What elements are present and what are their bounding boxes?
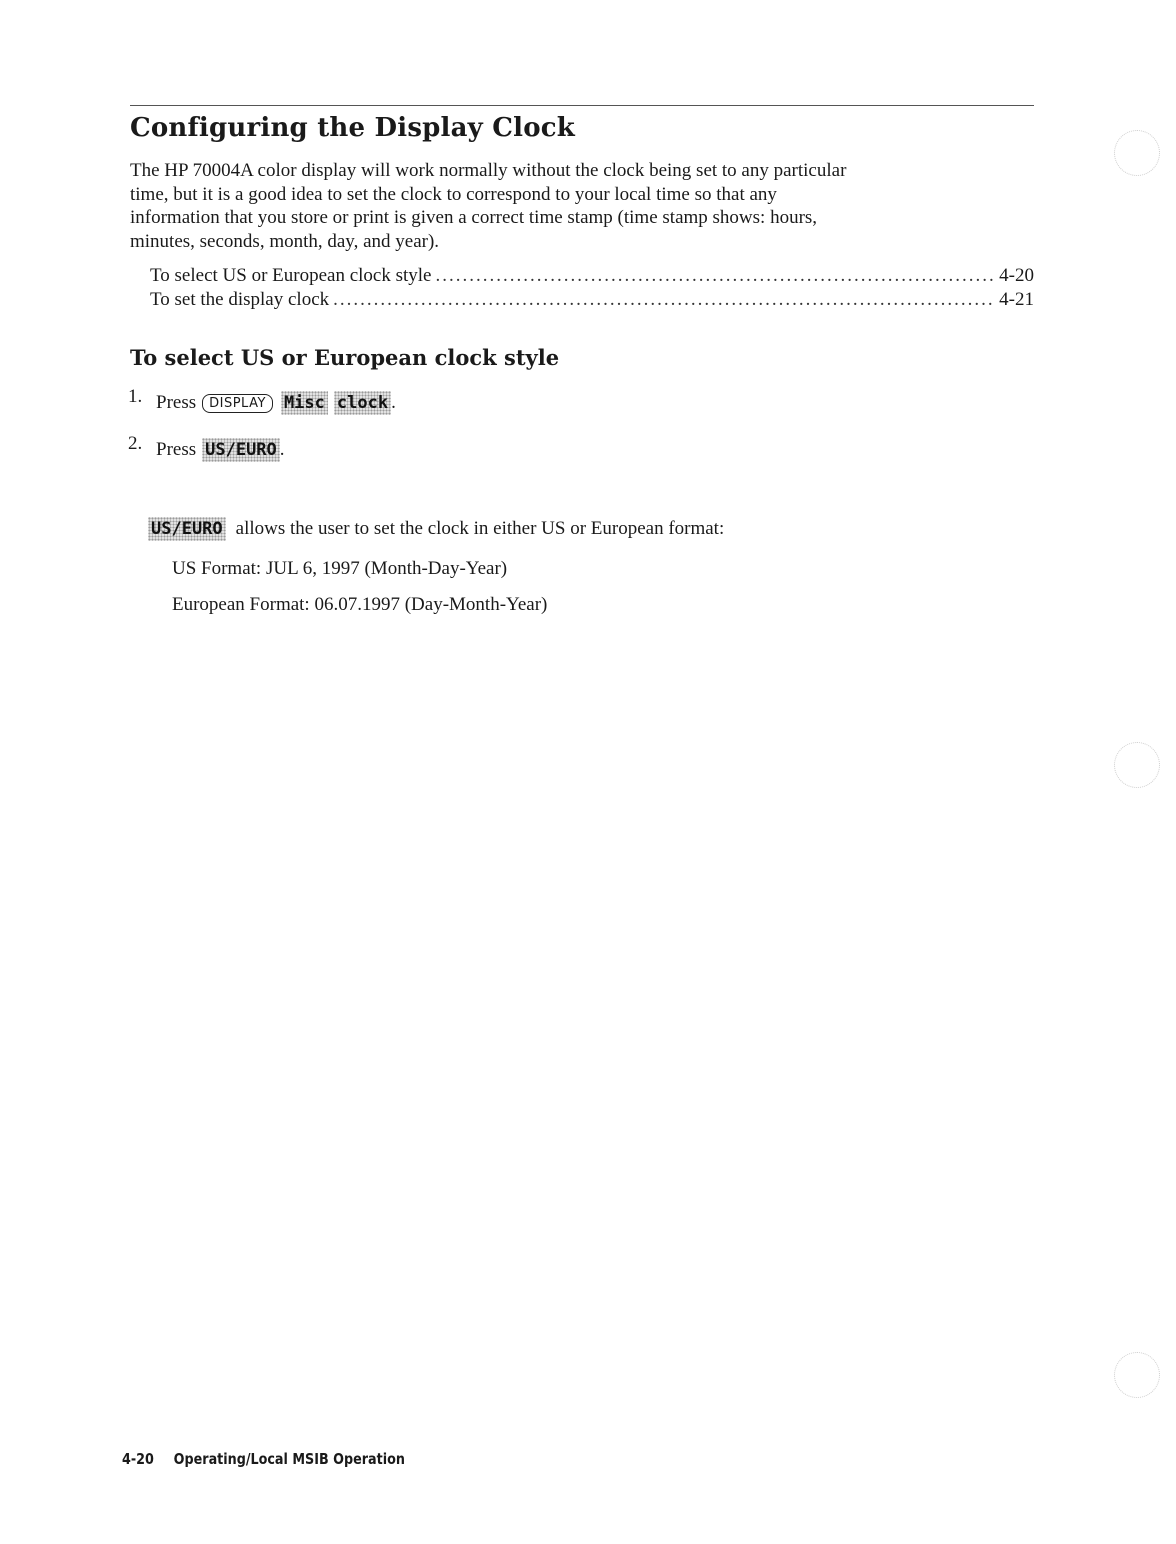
- footer-page-number: 4-20: [122, 1450, 154, 1468]
- misc-softkey[interactable]: Misc: [281, 391, 328, 415]
- us-format-line: US Format: JUL 6, 1997 (Month-Day-Year): [172, 558, 508, 579]
- intro-line: minutes, seconds, month, day, and year).: [130, 230, 440, 252]
- page-title: Configuring the Display Clock: [130, 113, 575, 143]
- toc-entry-clock-style[interactable]: [150, 264, 1034, 288]
- step-1: [128, 386, 396, 415]
- step-end-punctuation: .: [391, 392, 396, 413]
- us-euro-softkey[interactable]: US/EURO: [202, 438, 280, 462]
- toc-leader-dots: [435, 264, 995, 288]
- european-format-line: European Format: 06.07.1997 (Day-Month-Year): [172, 594, 548, 615]
- header-rule: [130, 105, 1034, 106]
- us-euro-description: [148, 517, 724, 541]
- step-end-punctuation: .: [279, 439, 285, 460]
- toc-entry-label: To select US or European clock style: [150, 265, 432, 286]
- step-number: 1.: [128, 386, 143, 407]
- us-euro-softkey-label: US/EURO: [148, 517, 226, 541]
- toc-entry-page: 4-20: [999, 265, 1034, 286]
- binder-hole: [1114, 1352, 1160, 1398]
- clock-softkey[interactable]: clock: [334, 391, 391, 415]
- toc-entry-set-clock[interactable]: [150, 288, 1034, 312]
- intro-paragraph: [130, 159, 1030, 253]
- footer-section-title: Operating/Local MSIB Operation: [173, 1450, 405, 1468]
- page-footer: [122, 1450, 405, 1468]
- table-of-contents: [150, 264, 1034, 312]
- step-press-text: Press: [156, 439, 197, 460]
- binder-hole: [1114, 742, 1160, 788]
- toc-leader-dots: [333, 288, 995, 312]
- intro-line: time, but it is a good idea to set the clock to correspond to your local time so that any: [130, 183, 777, 205]
- intro-line: information that you store or print is given a correct time stamp (time stamp shows: hours,: [130, 207, 818, 228]
- step-2: [128, 433, 285, 462]
- intro-line: The HP 70004A color display will work normally without the clock being set to any particular: [130, 160, 847, 181]
- toc-entry-page: 4-21: [999, 289, 1034, 310]
- binder-hole: [1114, 130, 1160, 176]
- step-number: 2.: [128, 433, 143, 454]
- toc-entry-label: To set the display clock: [150, 289, 330, 310]
- display-hardkey[interactable]: DISPLAY: [202, 394, 273, 413]
- us-euro-description-text: allows the user to set the clock in either US or European format:: [235, 518, 725, 539]
- section-heading: To select US or European clock style: [130, 345, 560, 370]
- step-press-text: Press: [156, 392, 197, 413]
